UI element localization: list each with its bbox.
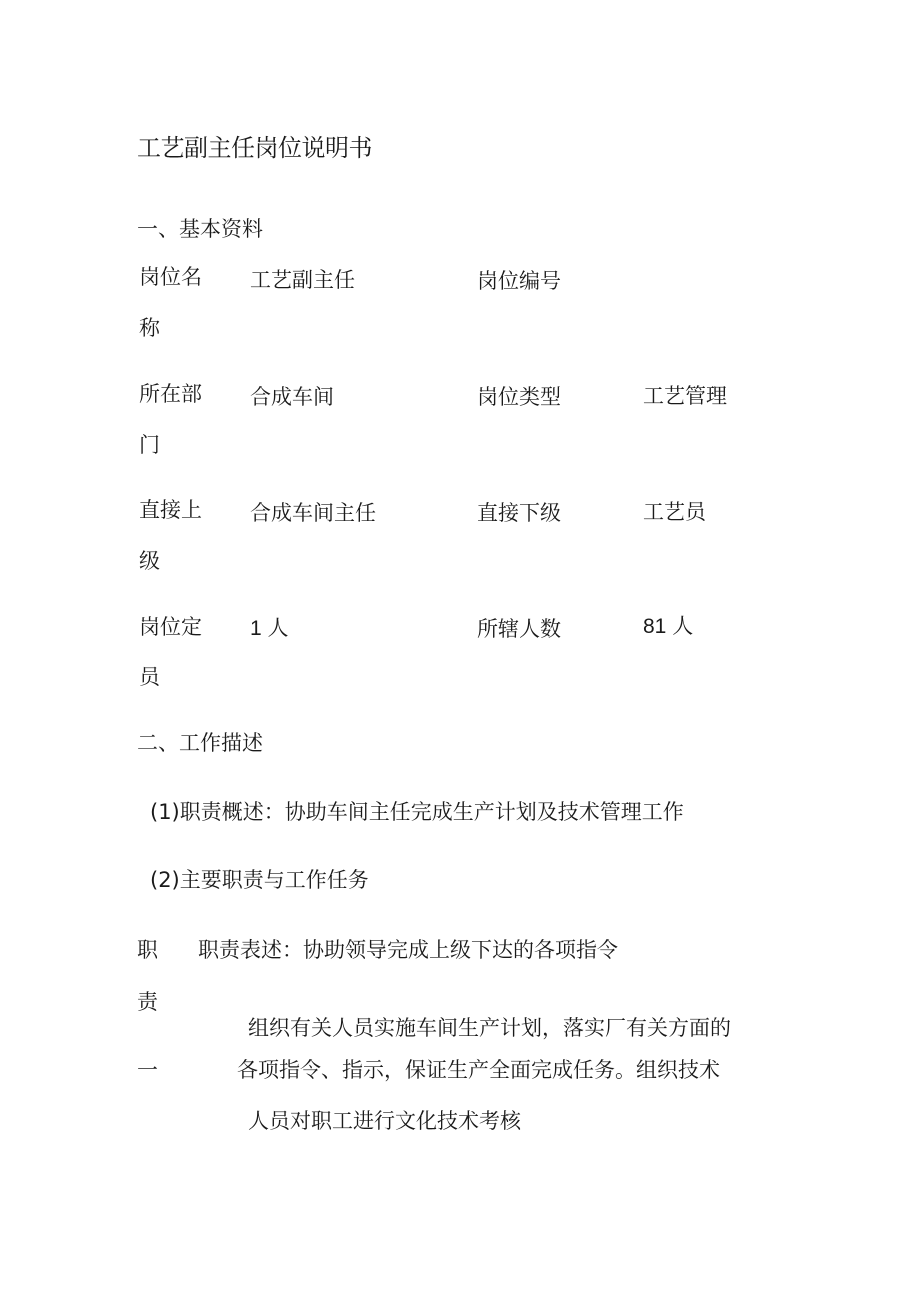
main-duties-heading: (2)主要职责与工作任务	[150, 868, 369, 892]
department-label: 所在部	[139, 382, 202, 406]
duty-number: 一	[137, 1058, 158, 1082]
post-name-value: 工艺副主任	[250, 268, 355, 292]
post-type-label: 岗位类型	[477, 385, 561, 409]
section-basic-info-heading: 一、基本资料	[137, 217, 263, 241]
section-work-description-heading: 二、工作描述	[137, 731, 263, 755]
post-code-label: 岗位编号	[477, 269, 561, 293]
direct-subordinate-label: 直接下级	[477, 501, 561, 525]
department-label-cont: 门	[139, 433, 160, 457]
duty-statement: 职责表述：协助领导完成上级下达的各项指令	[198, 938, 618, 962]
duty-overview: (1)职责概述：协助车间主任完成生产计划及技术管理工作	[150, 800, 684, 824]
post-quota-value: 1 人	[250, 617, 289, 640]
post-name-label: 岗位名	[139, 265, 202, 289]
duty-label: 职	[137, 938, 158, 962]
direct-superior-label: 直接上	[139, 498, 202, 522]
document-title: 工艺副主任岗位说明书	[137, 134, 372, 162]
department-value: 合成车间	[250, 385, 334, 409]
post-type-value: 工艺管理	[643, 384, 727, 408]
direct-subordinate-value: 工艺员	[643, 500, 706, 524]
post-quota-label-cont: 员	[139, 665, 160, 689]
direct-superior-value: 合成车间主任	[250, 501, 376, 525]
post-quota-label: 岗位定	[139, 615, 202, 639]
duty-detail-line-2: 各项指令、指示，保证生产全面完成任务。组织技术	[237, 1058, 720, 1082]
direct-superior-label-cont: 级	[139, 549, 160, 573]
duty-label-cont: 责	[137, 990, 158, 1014]
headcount-label: 所辖人数	[477, 617, 561, 641]
post-name-label-cont: 称	[139, 316, 160, 340]
headcount-value: 81 人	[643, 615, 694, 638]
duty-detail-line-1: 组织有关人员实施车间生产计划，落实厂有关方面的	[248, 1016, 731, 1040]
duty-detail-line-3: 人员对职工进行文化技术考核	[248, 1109, 521, 1133]
